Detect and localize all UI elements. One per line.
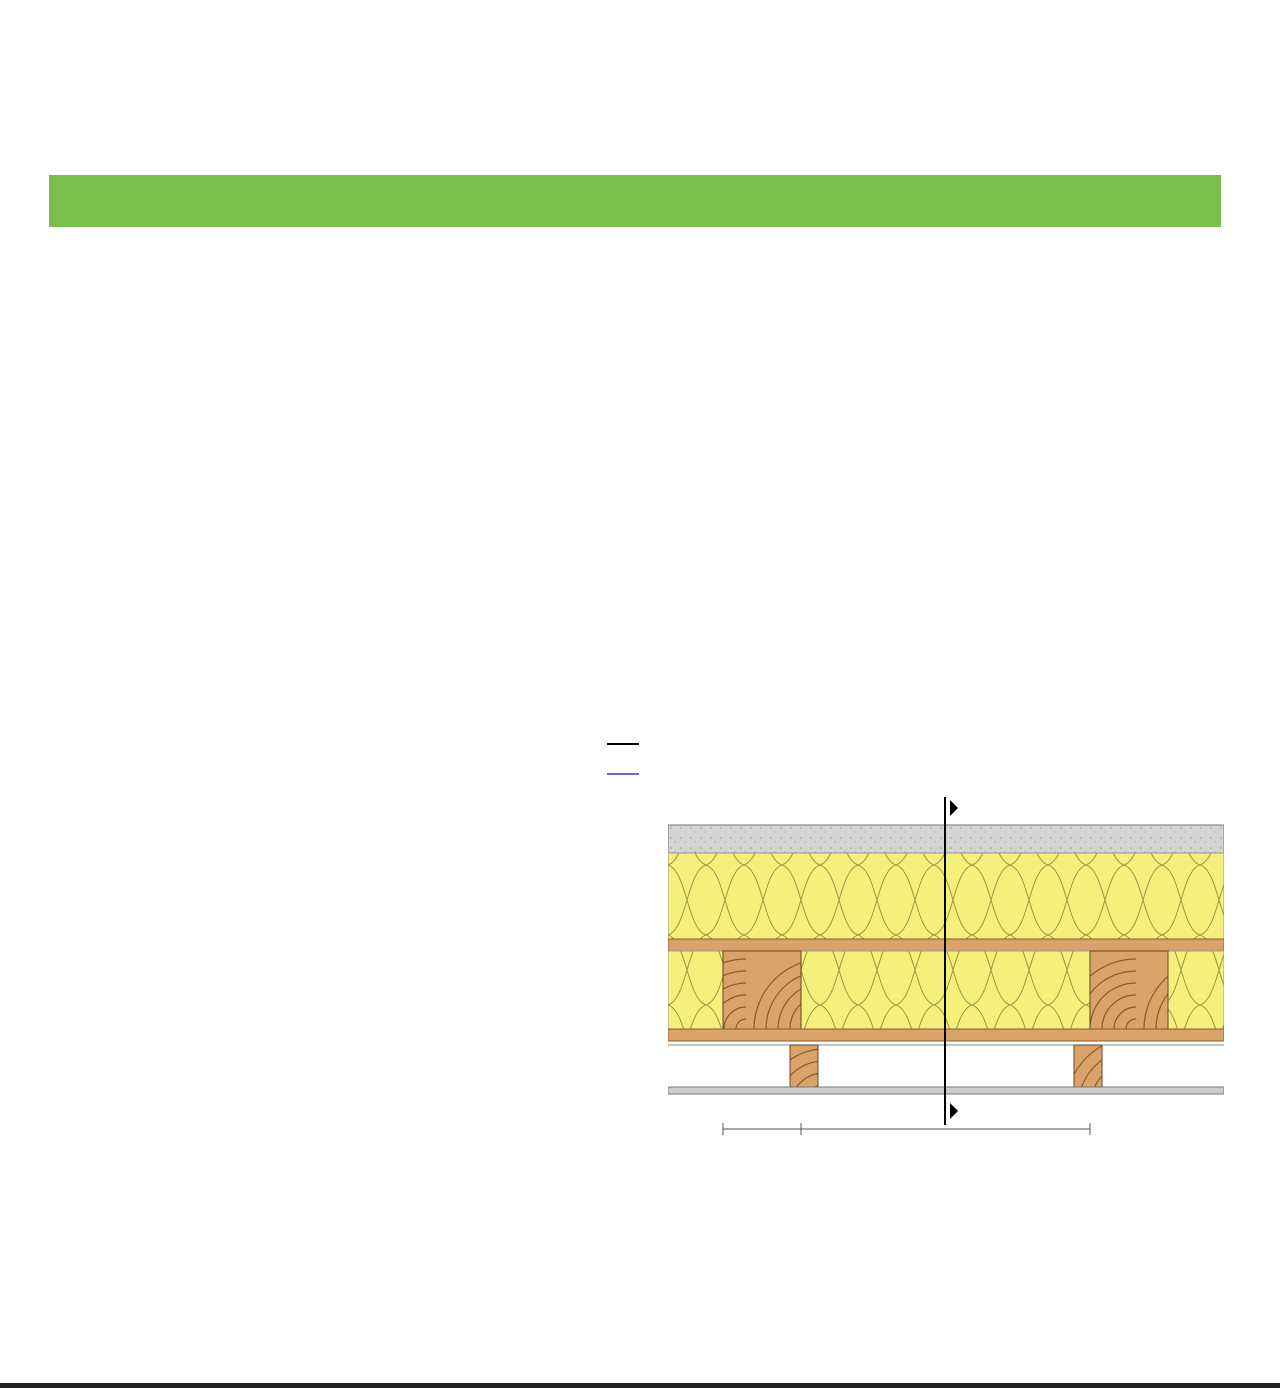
- col-sd: [687, 175, 807, 201]
- col-tau-unit1: [807, 201, 922, 227]
- humidity-chart: [0, 695, 640, 1165]
- col-material: [195, 175, 687, 201]
- chart-legend: [607, 733, 937, 789]
- col-tau-unit2: [922, 201, 1032, 227]
- col-gewicht: [1032, 175, 1221, 201]
- col-sd-unit: [687, 201, 807, 227]
- col-tauwasser: [807, 175, 1032, 201]
- page-bottom-bar: [0, 1383, 1280, 1388]
- col-weight-unit: [1032, 201, 1221, 227]
- construction-detail: [668, 795, 1224, 1165]
- material-table: [49, 175, 1221, 227]
- col-num: [49, 175, 117, 201]
